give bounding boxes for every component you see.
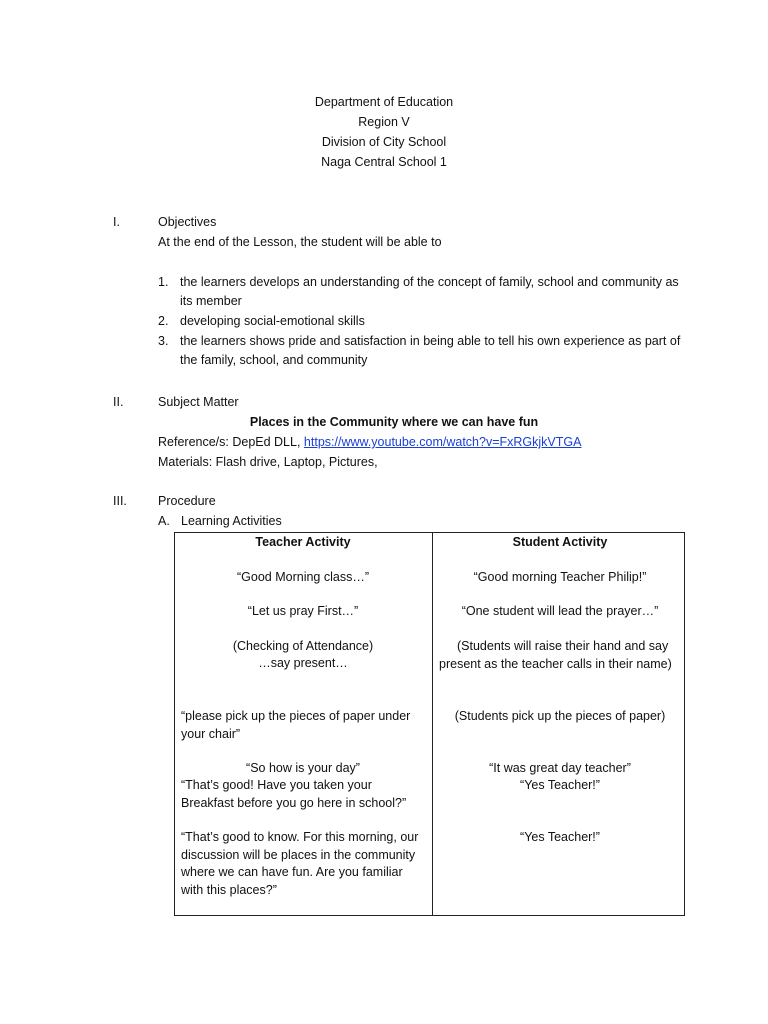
materials-line: Materials: Flash drive, Laptop, Pictures, xyxy=(158,455,378,469)
document-header xyxy=(0,92,768,172)
header-division: Division of City School xyxy=(321,135,447,149)
objective-item xyxy=(158,312,688,331)
teacher-line: (Checking of Attendance) xyxy=(232,639,374,653)
student-line: (Students will raise their hand and say present as the teacher calls in their name) xyxy=(439,639,672,671)
objectives-intro: At the end of the Lesson, the student will be able to xyxy=(158,235,442,249)
section-title-objectives: Objectives xyxy=(158,215,217,229)
teacher-line: “That’s good to know. For this morning, our discussion will be places in the community where we can have fun. Are you familiar with this places?” xyxy=(181,830,419,897)
section-title-subject-matter: Subject Matter xyxy=(158,395,239,409)
teacher-line: “Let us pray First…” xyxy=(247,604,359,618)
teacher-line: “That’s good! Have you taken your Breakfast before you go here in school?” xyxy=(181,778,407,810)
teacher-activity-column xyxy=(175,533,433,916)
student-line: “It was great day teacher” xyxy=(489,761,631,775)
section-number-procedure: III. xyxy=(113,494,127,508)
objective-item xyxy=(158,332,688,370)
reference-link[interactable]: https://www.youtube.com/watch?v=FxRGkjkVTGA xyxy=(303,435,582,449)
subsection-title: Learning Activities xyxy=(181,514,282,528)
objective-text: the learners shows pride and satisfaction in being able to tell his own experience as part of the family, school, and community xyxy=(180,334,681,367)
reference-prefix: Reference/s: DepEd DLL, xyxy=(158,435,304,449)
lesson-topic: Places in the Community where we can have fun xyxy=(249,415,539,429)
student-line: “Yes Teacher!” xyxy=(520,830,600,844)
objective-number: 2. xyxy=(158,314,169,328)
teacher-line: “please pick up the pieces of paper under your chair” xyxy=(181,709,411,741)
student-line: “One student will lead the prayer…” xyxy=(461,604,659,618)
reference-line xyxy=(158,432,581,452)
section-number-subject-matter: II. xyxy=(113,395,124,409)
objective-text: the learners develops an understanding of the concept of family, school and community as its member xyxy=(180,275,679,308)
objective-number: 1. xyxy=(158,275,169,289)
student-activity-header: Student Activity xyxy=(512,535,608,549)
objective-number: 3. xyxy=(158,334,169,348)
student-line: “Good morning Teacher Philip!” xyxy=(473,570,647,584)
objective-text: developing social-emotional skills xyxy=(180,314,365,328)
header-region: Region V xyxy=(358,115,410,129)
section-title-procedure: Procedure xyxy=(158,494,216,508)
section-number-objectives: I. xyxy=(113,215,120,229)
teacher-activity-header: Teacher Activity xyxy=(255,535,351,549)
student-line: “Yes Teacher!” xyxy=(520,778,600,792)
teacher-line: “Good Morning class…” xyxy=(237,570,369,584)
teacher-line: …say present… xyxy=(258,656,348,670)
learning-activities-table xyxy=(174,532,685,916)
header-department: Department of Education xyxy=(314,95,454,109)
header-school: Naga Central School 1 xyxy=(321,155,447,169)
objective-item xyxy=(158,273,688,311)
subsection-letter: A. xyxy=(158,514,170,528)
student-line: (Students pick up the pieces of paper) xyxy=(454,709,666,723)
student-activity-column xyxy=(433,533,685,916)
teacher-line: “So how is your day” xyxy=(246,761,360,775)
